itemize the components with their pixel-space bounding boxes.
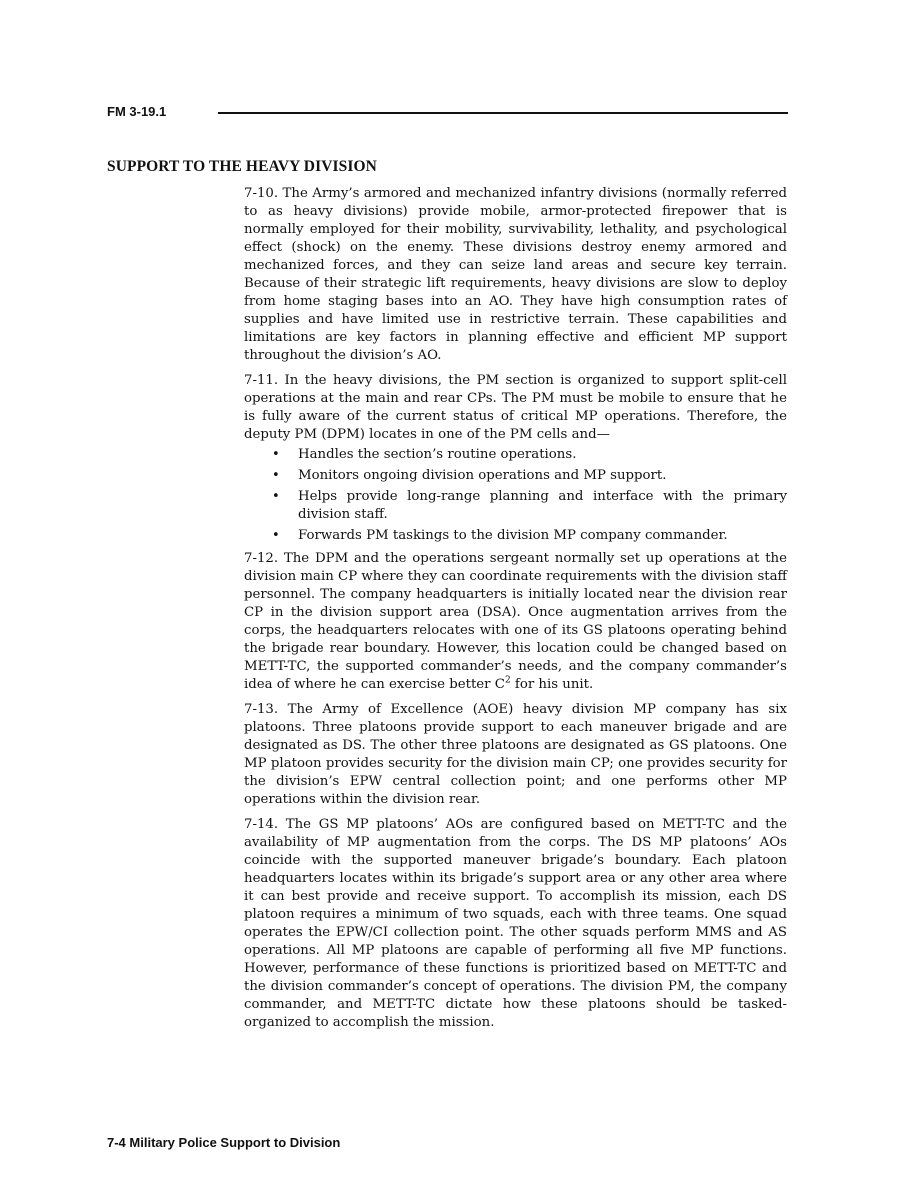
bullet-list — [244, 446, 787, 545]
paragraph-7-14: 7-14. The GS MP platoons’ AOs are configured based on METT-TC and the availability of MP augmentation from the corps. The DS MP platoons’ AOs coincide with the supported maneuver brigade’s boundary. Each platoon headquarters locates within its brigade’s support area or any other area where it can best provide and receive support. To accomplish its mission, each DS platoon requires a minimum of two squads, each with three teams. One squad operates the EPW/CI collection point. The other squads perform MMS and AS operations. All MP platoons are capable of performing all five MP functions. However, performance of these functions is prioritized based on METT-TC and the division commander’s concept of operations. The division PM, the company commander, and METT-TC dictate how these platoons should be tasked-organized to accomplish the mission. — [244, 817, 787, 1030]
superscript: 2 — [504, 675, 511, 686]
body-text — [244, 185, 787, 1039]
section-title: SUPPORT TO THE HEAVY DIVISION — [107, 158, 377, 175]
paragraph-7-13: 7-13. The Army of Excellence (AOE) heavy division MP company has six platoons. Three platoons provide support to each maneuver brigade and are designated as DS. The other three platoons are designated as GS platoons. One MP platoon provides security for the division main CP; one provides security for the division’s EPW central collection point; and one performs other MP operations within the division rear. — [244, 702, 787, 807]
list-item: • Handles the section’s routine operations. — [244, 446, 787, 464]
list-item: • Forwards PM taskings to the division MP company commander. — [244, 527, 787, 545]
page-footer: 7-4 Military Police Support to Division — [107, 1135, 341, 1150]
running-head: FM 3-19.1 — [107, 104, 167, 119]
list-item: • Helps provide long-range planning and interface with the primary division staff. — [244, 488, 787, 524]
paragraph-7-11: 7-11. In the heavy divisions, the PM section is organized to support split-cell operations at the main and rear CPs. The PM must be mobile to ensure that he is fully aware of the current status of critical MP operations. Therefore, the deputy PM (DPM) locates in one of the PM cells and— — [244, 373, 787, 442]
paragraph-7-12-text: 7-12. The DPM and the operations sergeant normally set up operations at the division main CP where they can coordinate requirements with the division staff personnel. The company headquarters is initially located near the division rear CP in the division support area (DSA). Once augmentation arrives from the corps, the headquarters relocates with one of its GS platoons operating behind the brigade rear boundary. However, this location could be changed based on METT-TC, the supported commander’s needs, and the company commander’s idea of where he can exercise better C — [244, 551, 787, 692]
list-item: • Monitors ongoing division operations and MP support. — [244, 467, 787, 485]
paragraph-7-10: 7-10. The Army’s armored and mechanized infantry divisions (normally referred to as heavy divisions) provide mobile, armor-protected firepower that is normally employed for their mobility, survivability, lethality, and psychological effect (shock) on the enemy. These divisions destroy enemy armored and mechanized forces, and they can seize land areas and secure key terrain. Because of their strategic lift requirements, heavy divisions are slow to deploy from home staging bases into an AO. They have high consumption rates of supplies and have limited use in restrictive terrain. These capabilities and limitations are key factors in planning effective and efficient MP support throughout the division’s AO. — [244, 186, 787, 363]
paragraph-7-12 — [244, 550, 787, 694]
header-rule — [218, 112, 788, 114]
paragraph-7-12-tail: for his unit. — [510, 677, 594, 692]
